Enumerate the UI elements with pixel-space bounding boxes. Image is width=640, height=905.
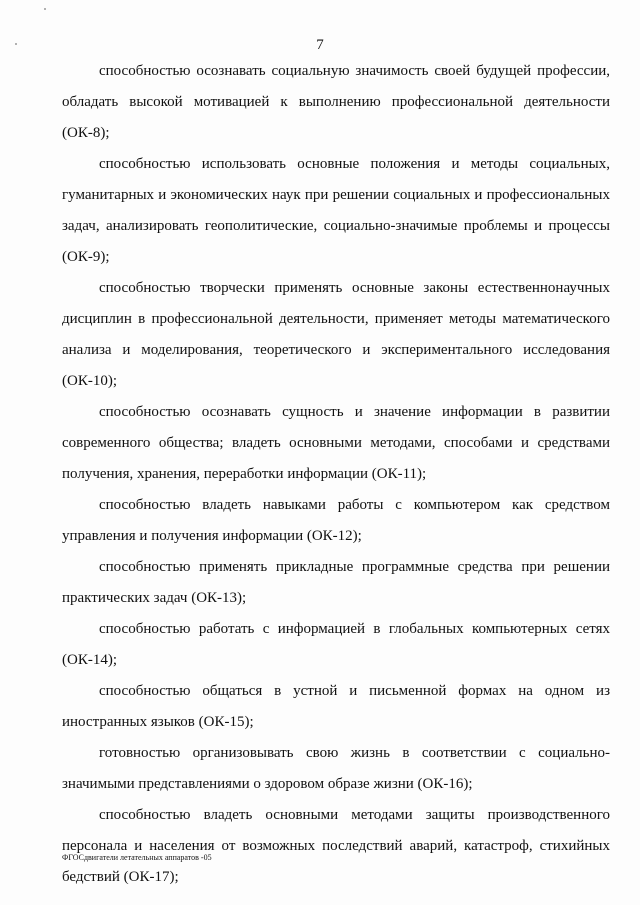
document-body <box>62 56 610 893</box>
competency-paragraph: готовностью организовывать свою жизнь в соответствии с социально-значимыми представлениями о здоровом образе жизни (ОК-16); <box>62 745 610 792</box>
page-number: 7 <box>316 37 324 53</box>
scan-speck <box>44 8 46 10</box>
competency-paragraph: способностью применять прикладные программные средства при решении практических задач (ОК-13); <box>62 559 610 606</box>
competency-paragraph: способностью владеть основными методами защиты производственного персонала и населения от возможных последствий аварий, катастроф, стихийных бедствий (ОК-17); <box>62 807 610 885</box>
competency-paragraph: способностью осознавать социальную значимость своей будущей профессии, обладать высокой мотивацией к выполнению профессиональной деятельности (ОК-8); <box>62 63 610 141</box>
competency-paragraph: способностью осознавать сущность и значение информации в развитии современного общества; владеть основными методами, способами и средствами получения, хранения, переработки информации (ОК-11); <box>62 404 610 482</box>
competency-paragraph: способностью использовать основные положения и методы социальных, гуманитарных и экономических наук при решении социальных и профессиональных задач, анализировать геополитические, социально-значимые проблемы и процессы (ОК-9); <box>62 156 610 265</box>
competency-paragraph: способностью общаться в устной и письменной формах на одном из иностранных языков (ОК-15); <box>62 683 610 730</box>
competency-paragraph: способностью работать с информацией в глобальных компьютерных сетях (ОК-14); <box>62 621 610 668</box>
competency-paragraph: способностью творчески применять основные законы естественнонаучных дисциплин в профессиональной деятельности, применяет методы математического анализа и моделирования, теоретического и экспериментального исследования (ОК-10); <box>62 280 610 389</box>
competency-paragraph: способностью владеть навыками работы с компьютером как средством управления и получения информации (ОК-12); <box>62 497 610 544</box>
page-footer: ФГОСдвигатели летательных аппаратов -05 <box>62 853 212 862</box>
